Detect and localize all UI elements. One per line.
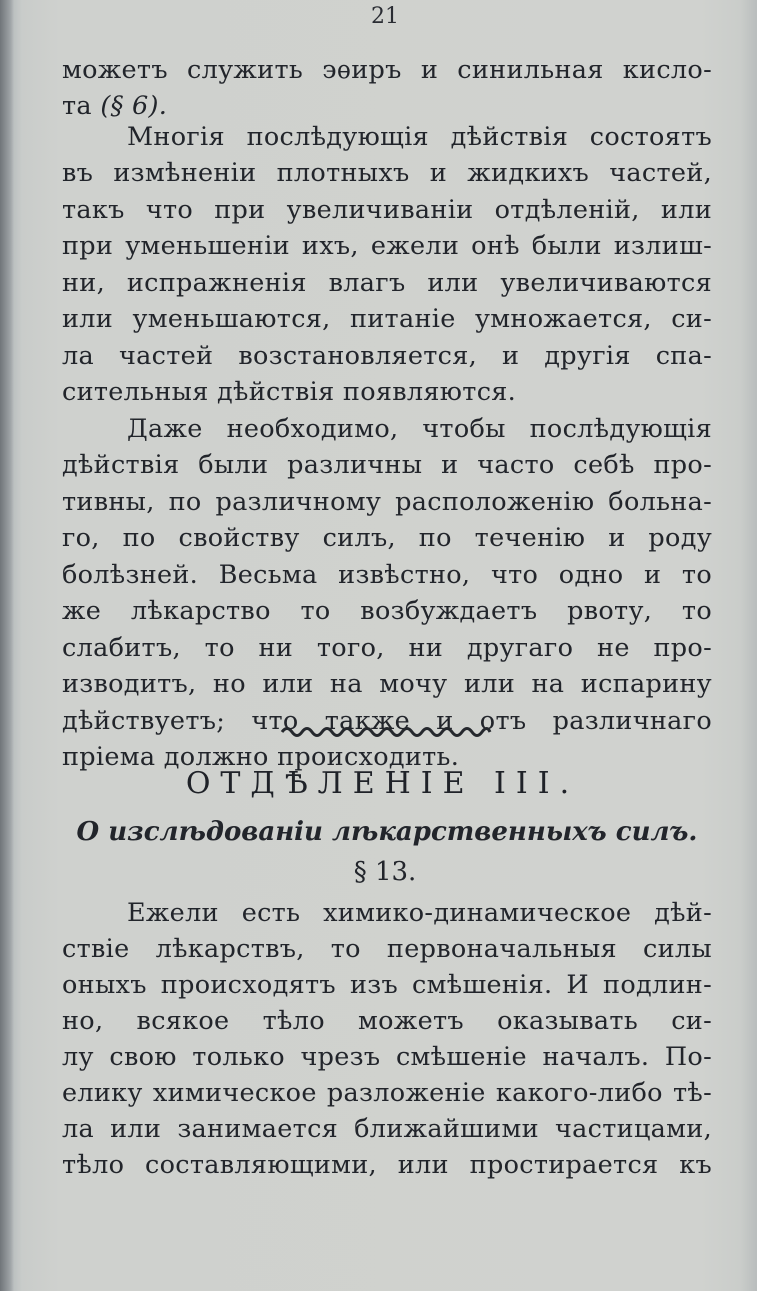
text-line: пріема должно происходить.	[62, 742, 460, 772]
text-line: болѣзней. Весьма извѣстно, что одно и то	[62, 560, 712, 590]
text-line: ствіе лѣкарствъ, то первоначальныя силы	[62, 934, 712, 964]
text-line: же лѣкарство то возбуждаетъ рвоту, то	[62, 596, 712, 626]
section-heading: ОТДѢЛЕНІЕ III.	[185, 766, 580, 801]
text-line: слабитъ, то ни того, ни другаго не про-	[62, 633, 712, 663]
text-line: изводитъ, но или на мочу или на испарину	[62, 669, 712, 699]
section-subtitle: О изслѣдованіи лѣкарственныхъ силъ.	[76, 817, 698, 847]
page-number: 21	[371, 4, 399, 29]
text-line: такъ что при увеличиваніи отдѣленій, или	[62, 195, 712, 225]
text-line: тивны, по различному расположенію больна-	[62, 487, 712, 517]
paragraph-start-line: Даже необходимо, чтобы послѣдующія	[127, 414, 712, 444]
text-line: или уменьшаются, питаніе умножается, си-	[62, 304, 712, 334]
text-line: при уменьшеніи ихъ, ежели онѣ были излиш-	[62, 231, 712, 261]
text-line: лу свою только чрезъ смѣшеніе началъ. По-	[62, 1042, 712, 1072]
text-line: оныхъ происходятъ изъ смѣшенія. И подлин-	[62, 970, 712, 1000]
text-line: дѣйствуетъ; что также и отъ различнаго	[62, 706, 712, 736]
paragraph-number: § 13.	[353, 857, 417, 887]
wavy-divider-ornament	[280, 722, 492, 742]
text-line: можетъ служить эѳиръ и синильная кисло-	[62, 55, 712, 85]
text-fragment: та	[62, 91, 92, 121]
text-line: тѣло составляющими, или простирается къ	[62, 1150, 712, 1180]
text-line: но, всякое тѣло можетъ оказывать си-	[62, 1006, 712, 1036]
paragraph-start-line: Многія послѣдующія дѣйствія состоятъ	[127, 122, 712, 152]
text-line: въ измѣненіи плотныхъ и жидкихъ частей,	[62, 158, 712, 188]
text-line: ла частей возстановляется, и другія спа-	[62, 341, 712, 371]
text-line: ни, испражненія влагъ или увеличиваются	[62, 268, 712, 298]
text-line: дѣйствія были различны и часто себѣ про-	[62, 450, 712, 480]
text-line: го, по свойству силъ, по теченію и роду	[62, 523, 712, 553]
section-reference: (§ 6).	[100, 91, 168, 121]
text-line: сительныя дѣйствія появляются.	[62, 377, 517, 407]
text-line: ла или занимается ближайшими частицами,	[62, 1114, 712, 1144]
book-spine-shadow	[0, 0, 14, 1291]
text-line: елику химическое разложеніе какого-либо тѣ-	[62, 1078, 712, 1108]
paragraph-start-line: Ежели есть химико-динамическое дѣй-	[127, 898, 712, 928]
